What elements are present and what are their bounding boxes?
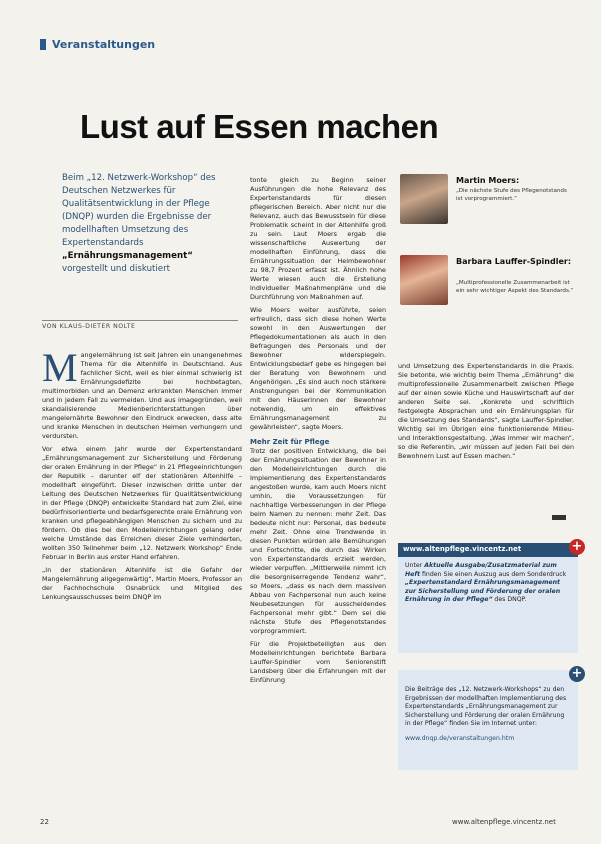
column-2 — [250, 176, 386, 689]
column-3 — [398, 362, 574, 465]
person-quote: „Die nächste Stufe des Pflegenotstands ist vorprogrammiert.“ — [456, 188, 567, 202]
paragraph: Vor etwa einem Jahr wurde der Expertenstandard „Ernährungsmanagement zur Sicherstellung und Förderung der oralen Ernährung in der Pflege“ in 21 Pflegeeinrichtungen der Republik – darunter elf der stationären Altenhilfe – modellhaft eingeführt. Dieser inzwischen dritte unter der Leitung des Deutschen Netzwerkes für Qualitätsentwicklung in der Pflege (DNQP) entwickelte Standard hat zum Ziel, eine bedürfnisorientierte und bedarfsgerechte orale Ernährung von kranken und pflegeabhängigen Menschen zu sichern und zu fördern. Ob dies bei den Modelleinrichtungen gelang oder welche Umstände das Erreichen dieser Ziele verhinderten, wollten 350 Teilnehmer beim „12. Netzwerk Workshop“ Ende Februar in Berlin aus erster Hand erfahren. — [42, 445, 242, 561]
paragraph: tonte gleich zu Beginn seiner Ausführungen die hohe Relevanz des Expertenstandards für diesen pflegerischen Bereich. Aber nicht nur die Relevanz, auch das Bewusstsein für diese Problematik scheint in der Altenhilfe groß zu sein. Laut Moers ergab die wissenschaftliche Auswertung der modellhaften Einführung, dass die Ernährungssituation der Heimbewohner zu 98,7 Prozent erfasst ist. Ähnlich hohe Werte wiesen auch die Erstellung individueller Maßnahmenpläne und die Durchführung von Maßnahmen auf. — [250, 176, 386, 301]
paragraph: und Umsetzung des Expertenstandards in die Praxis. Sie betonte, wie wichtig beim Thema „Ernährung“ die multiprofessionelle Zusammenarbeit zwischen Pflege auf der einen sowie Küche und Hauswirtschaft auf der anderen Seite sei. „Konkrete und schriftlich festgelegte Absprachen und ein Ernährungsplan für die Umsetzung des Standards“, sagte Lauffer-Spindler. Wichtig sei im Übrigen eine funktionierende Milieu- und Interaktionsgestaltung. „Was immer wir machen“, so die Referentin, „wir müssen auf jeden Fall bei den Bewohnern Lust auf Essen machen.“ — [398, 362, 574, 460]
plus-icon: + — [569, 539, 585, 555]
paragraph: Wie Moers weiter ausführte, seien erfreulich, dass sich diese hohen Werte sowohl in den Auswertungen der Pflegedokumentationen als auch in den Befragungen des Personals und der Bewohner widerspiegeln. Entwicklungsbedarf gebe es hingegen bei der Beratung von Bewohnern und Angehörigen. „Es sind auch noch stärkere Anstrengungen bei der Kommunikation mit den Häuserinnen der Bewohner notwendig, um ein effektives Ernährungsmanagement zu gewährleisten“, sagte Moers. — [250, 306, 386, 431]
byline: VON KLAUS-DIETER NOLTE — [42, 320, 238, 330]
info-box-workshop — [398, 670, 578, 770]
portrait-photo-moers — [400, 174, 448, 224]
article-intro — [62, 172, 238, 276]
person-quote: „Multiprofessionelle Zusammenarbeit ist ein sehr wichtiger Aspekt des Standards.“ — [456, 280, 574, 294]
info-box-url[interactable]: www.altenpflege.vincentz.net — [398, 543, 578, 557]
info-box-text: Die Beiträge des „12. Netzwerk-Workshops“ zu den Ergebnissen der modellhaften Implementierung des Expertenstandards „Ernährungsmanagement zur Sicherstellung und Förderung der oralen Ernährung in der Pflege“ finden Sie im Internet unter: www.dnqp.de/veranstaltungen.htm — [398, 670, 578, 747]
info-box-text: Unter Aktuelle Ausgabe/Zusatzmaterial zum Heft finden Sie einen Auszug aus dem Sonderdruck „Expertenstandard Ernährungsmanagement zur Sicherstellung und Förderung der oralen Ernährung in der Pflege“ des DNQP. — [405, 562, 567, 603]
section-header — [40, 38, 155, 51]
info-box-link[interactable]: www.dnqp.de/veranstaltungen.htm — [405, 734, 515, 742]
plus-icon: + — [569, 666, 585, 682]
column-1 — [42, 345, 242, 606]
paragraph: Trotz der positiven Entwicklung, die bei der Ernährungssituation der Bewohner in den Modelleinrichtungen durch die Implementierung des Expertenstandards angestoßen wurde, kam auch Moers nicht umhin, die Voraussetzungen für nachhaltige Verbesserungen in der Pflege beim Namen zu nennen: mehr Zeit. Das bedeute nicht nur: Personal, das bedeute mehr Zeit. Ohne eine Trendwende in diesen Punkten würden alle Bemühungen und Fortschritte, die durch das Wirken von Expertenstandards erzielt werden, wieder verpuffen. „Mittlerweile nimmt ich die besorgniserregende Tendenz wahr“, so Moers, „dass es nach dem massiven Abbau von Fachpersonal nun auch keine Neubesetzungen für ausscheidendes Fachpersonal mehr gibt.“ Dem sei die nächste Stufe des Pflegenotstandes vorprogrammiert. — [250, 447, 386, 635]
person-name: Barbara Lauffer-Spindler: — [456, 257, 572, 266]
subheading: Mehr Zeit für Pflege — [250, 438, 330, 446]
paragraph: „In der stationären Altenhilfe ist die Gefahr der Mangelernährung allgegenwärtig“, Martin Moers, Professor an der Fachhochschule Osnabrück und Mitglied des Lenkungsausschusses beim DNQP im — [42, 566, 242, 601]
person-name: Martin Moers: — [456, 176, 520, 185]
intro-tail: vorgestellt und diskutiert — [62, 264, 170, 274]
page-number: 22 — [40, 818, 49, 826]
paragraph: Für die Projektbeteiligten aus den Modelleinrichtungen berichtete Barbara Lauffer-Spindler vom Seniorenstift Landsberg über die Erfahrungen mit der Einführung — [250, 640, 386, 684]
footer-url[interactable]: www.altenpflege.vincentz.net — [452, 818, 556, 826]
section-marker — [40, 39, 46, 50]
drop-cap: M — [42, 345, 78, 390]
intro-bold: „Ernährungsmanagement“ — [62, 251, 193, 261]
intro-lead: Beim „12. Netzwerk-Workshop“ des Deutschen Netzwerkes für Qualitätsentwicklung in der Pflege (DNQP) wurden die Ergebnisse der modellhaften Umsetzung des Expertenstandards — [62, 173, 216, 248]
portrait-photo-lauffer-spindler — [400, 255, 448, 305]
end-mark — [552, 515, 566, 520]
section-label: Veranstaltungen — [52, 38, 156, 51]
article-title: Lust auf Essen machen — [80, 108, 439, 145]
paragraph: Mangelernährung ist seit Jahren ein unangenehmes Thema für die Altenhilfe in Deutschland. Aus fachlicher Sicht, weil es hier einmal schwierig ist Ernährungsdefizite bei hochbetagten, multimorbiden und an Demenz erkrankten Menschen immer und in jedem Fall zu vermeiden. Und aus imagegründen, weil skandalisierende Medienberichterstattungen über mangelernährte Bewohner den Eindruck erwecken, dass alte und kranke Menschen in deutschen Heimen verhungern und verdursten. — [42, 345, 242, 440]
info-box-online — [398, 543, 578, 653]
